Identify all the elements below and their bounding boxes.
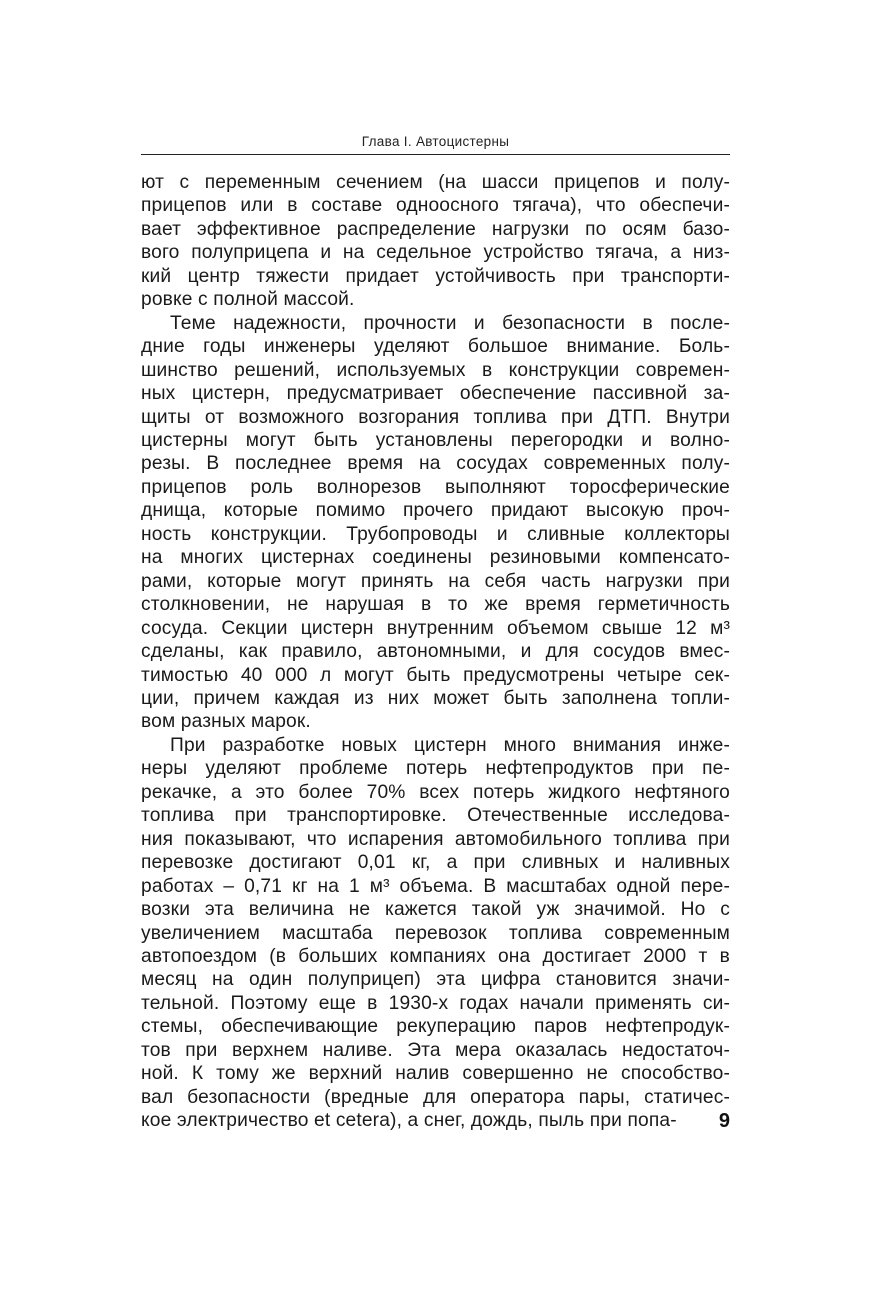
text-line: прицепов роль волнорезов выполняют торосферические (141, 476, 730, 498)
text-line: работах – 0,71 кг на 1 м³ объема. В масштабах одной пере- (141, 875, 730, 897)
text-line: вого полуприцепа и на седельное устройство тягача, а низ- (141, 242, 730, 264)
text-line: При разработке новых цистерн много внимания инже- (170, 734, 730, 756)
text-line: на многих цистернах соединены резиновыми компенсато- (141, 547, 730, 569)
text-line: стемы, обеспечивающие рекуперацию паров нефтепродук- (141, 1016, 730, 1038)
text-line: месяц на один полуприцеп) эта цифра становится значи- (141, 969, 730, 991)
text-line: кое электричество et cetera), а снег, дождь, пыль при попа- (141, 1110, 677, 1132)
text-line: тов при верхнем наливе. Эта мера оказалась недостаточ- (141, 1039, 730, 1061)
text-line: цистерны могут быть установлены перегородки и волно- (141, 429, 730, 451)
text-line: резы. В последнее время на сосудах современных полу- (141, 453, 730, 475)
text-line: топлива при транспортировке. Отечественные исследова- (141, 805, 730, 827)
text-line: вал безопасности (вредные для оператора пары, статичес- (141, 1086, 730, 1108)
text-line: ных цистерн, предусматривает обеспечение пассивной за- (141, 383, 730, 405)
text-line: дние годы инженеры уделяют большое внимание. Боль- (141, 336, 730, 358)
text-line: тельной. Поэтому еще в 1930-х годах начали применять си- (141, 992, 730, 1014)
text-line: рами, которые могут принять на себя часть нагрузки при (141, 570, 730, 592)
running-head: Глава I. Автоцистерны (361, 134, 510, 149)
text-line: Теме надежности, прочности и безопасности в после- (170, 312, 730, 334)
text-line: ность конструкции. Трубопроводы и сливные коллекторы (141, 523, 730, 545)
text-line: шинство решений, используемых в конструкции современ- (141, 359, 730, 381)
text-line: днища, которые помимо прочего придают высокую проч- (141, 500, 730, 522)
text-line: ют с переменным сечением (на шасси прицепов и полу- (141, 172, 730, 193)
text-line: неры уделяют проблеме потерь нефтепродуктов при пе- (141, 758, 730, 780)
text-line: автопоездом (в больших компаниях она достигает 2000 т в (141, 945, 730, 967)
text-line: кий центр тяжести придает устойчивость при транспорти- (141, 265, 730, 287)
text-line: ровке с полной массой. (141, 289, 355, 311)
page-number: 9 (718, 1110, 730, 1132)
paragraph (141, 171, 730, 312)
text-line: перевозке достигают 0,01 кг, а при сливных и наливных (141, 852, 730, 874)
text-line: сделаны, как правило, автономными, и для сосудов вмес- (141, 641, 730, 663)
text-line: тимостью 40 000 л могут быть предусмотрены четыре сек- (141, 664, 730, 686)
text-line: ния показывают, что испарения автомобильного топлива при (141, 828, 730, 850)
text-line: прицепов или в составе одноосного тягача), что обеспечи- (141, 195, 730, 217)
text-line: вает эффективное распределение нагрузки по осям базо- (141, 218, 730, 240)
text-line: щиты от возможного возгорания топлива при ДТП. Внутри (141, 406, 730, 428)
text-line: возки эта величина не кажется такой уж значимой. Но с (141, 899, 730, 921)
paragraph (141, 734, 730, 1133)
text-line: ции, причем каждая из них может быть заполнена топли- (141, 687, 730, 709)
text-line: ной. К тому же верхний налив совершенно не способство- (141, 1063, 730, 1085)
header-rule (141, 154, 730, 155)
body-text (141, 171, 730, 1133)
text-line: вом разных марок. (141, 711, 311, 733)
text-line: сосуда. Секции цистерн внутренним объемом свыше 12 м³ (141, 617, 730, 639)
text-line: увеличением масштаба перевозок топлива современным (141, 922, 730, 944)
text-line: рекачке, а это более 70% всех потерь жидкого нефтяного (141, 781, 730, 803)
text-line: столкновении, не нарушая в то же время герметичность (141, 594, 730, 616)
paragraph (141, 312, 730, 734)
